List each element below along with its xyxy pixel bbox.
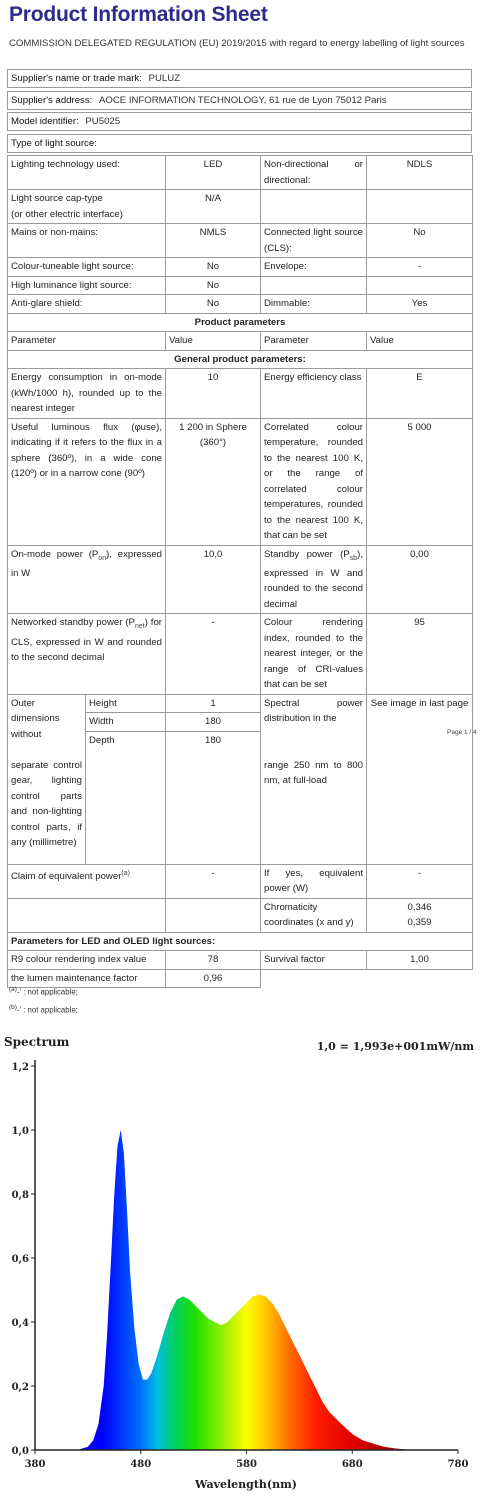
- dim-value: Yes: [367, 295, 473, 314]
- y-tick-label: 0,0: [11, 1446, 29, 1457]
- cap-label: [8, 190, 166, 224]
- pon-label-b: ), expressed in W: [11, 548, 163, 579]
- lum-value: No: [166, 276, 261, 295]
- lumen-label: the lumen maintenance factor: [8, 969, 166, 988]
- dim-label: Dimmable:: [261, 295, 367, 314]
- width-value: 180: [166, 713, 261, 732]
- table-row: [8, 350, 473, 369]
- table-row: [8, 932, 473, 951]
- spectrum-area: [35, 1130, 426, 1450]
- psb-label-b: ), expressed in W and rounded to the second decimal: [264, 548, 363, 610]
- spd-label: [261, 694, 367, 864]
- table-row: [8, 224, 473, 258]
- empty-cell: [261, 276, 367, 295]
- supplier-name-label: Supplier's name or trade mark:: [11, 73, 142, 84]
- table-row: [8, 545, 473, 614]
- depth-value: 180: [166, 731, 261, 864]
- claim-label: [8, 864, 166, 898]
- model-label: Model identifier:: [11, 116, 79, 127]
- r9-label: R9 colour rendering index value: [8, 951, 166, 970]
- product-params-header: Product parameters: [8, 313, 473, 332]
- pnet-label-a: Networked standby power (P: [11, 617, 135, 629]
- col-value: Value: [367, 332, 473, 351]
- ifyes-label: If yes, equivalent power (W): [261, 864, 367, 898]
- type-header-row: [7, 134, 472, 153]
- table-row: [8, 156, 473, 190]
- spd-label-b: range 250 nm to 800 nm, at full-load: [264, 759, 363, 787]
- env-value: -: [367, 258, 473, 277]
- x-axis-label: Wavelength(nm): [195, 1478, 297, 1491]
- supplier-address-value: AOCE INFORMATION TECHNOLOGY, 61 rue de Lyon 75012 Paris: [98, 95, 387, 106]
- footnote-text: -' : not applicable;: [16, 987, 78, 997]
- pnet-sub: net: [134, 623, 145, 631]
- supplier-name-value: PULUZ: [148, 73, 180, 84]
- chart-title: Spectrum: [4, 1035, 70, 1049]
- lumen-value: 0,96: [166, 969, 261, 988]
- y-tick-label: 0,2: [11, 1382, 29, 1393]
- survival-value: 1,00: [367, 951, 473, 970]
- x-tick-label: 680: [341, 1459, 363, 1470]
- env-label: Envelope:: [261, 258, 367, 277]
- cri-value: 95: [367, 614, 473, 695]
- pon-sub: on: [98, 554, 107, 562]
- table-row: [8, 898, 473, 932]
- eclass-label: Energy efficiency class: [261, 369, 367, 419]
- table-row: [8, 418, 473, 545]
- glare-label: Anti-glare shield:: [8, 295, 166, 314]
- table-row: [8, 369, 473, 419]
- pnet-label: [8, 614, 166, 695]
- pon-label-a: On-mode power (P: [11, 548, 99, 560]
- height-value: 1: [166, 694, 261, 713]
- type-header: Type of light source:: [11, 138, 97, 149]
- chart-scale-note: 1,0 = 1,993e+001mW/nm: [316, 1040, 474, 1053]
- footnote-a: [9, 982, 78, 1000]
- model-value: PU5025: [85, 116, 121, 127]
- y-tick-label: 0,4: [11, 1318, 29, 1329]
- cri-label: Colour rendering index, rounded to the nearest integer, or the range of CRI-values that can be set: [261, 614, 367, 695]
- y-tick-label: 1,0: [11, 1126, 29, 1137]
- table-row: [8, 276, 473, 295]
- cap-value: N/A: [166, 190, 261, 224]
- eclass-value: E: [367, 369, 473, 419]
- table-row: [8, 332, 473, 351]
- dir-label: Non-directional or directional:: [261, 156, 367, 190]
- y-tick-label: 0,6: [11, 1254, 29, 1265]
- table-row: [8, 258, 473, 277]
- cct-value: 5 000: [367, 418, 473, 545]
- table-row: [8, 313, 473, 332]
- tech-value: LED: [166, 156, 261, 190]
- col-parameter: Parameter: [261, 332, 367, 351]
- dims-label-a: Outer dimensions without: [11, 697, 60, 740]
- spd-value: See image in last page: [367, 694, 473, 864]
- supplier-name-row: [7, 69, 472, 88]
- table-row: [8, 864, 473, 898]
- empty-cell: [166, 898, 261, 932]
- psb-sub: sb: [349, 554, 358, 562]
- table-row: [8, 951, 473, 970]
- x-tick-label: 380: [24, 1459, 46, 1470]
- dir-value: NDLS: [367, 156, 473, 190]
- regulation-subtitle: COMMISSION DELEGATED REGULATION (EU) 2019/2015 with regard to energy labelling of light sources: [9, 38, 465, 49]
- led-header: Parameters for LED and OLED light sources:: [8, 932, 473, 951]
- footnotes: [9, 982, 78, 1017]
- pnet-value: -: [166, 614, 261, 695]
- spd-label-a: Spectral power distribution in the: [264, 697, 363, 725]
- col-parameter: Parameter: [8, 332, 166, 351]
- width-label: Width: [86, 713, 166, 732]
- sheet-title: Product Information Sheet: [9, 3, 268, 26]
- mains-label: Mains or non-mains:: [8, 224, 166, 258]
- ifyes-value: -: [367, 864, 473, 898]
- lum-label: High luminance light source:: [8, 276, 166, 295]
- tune-value: No: [166, 258, 261, 277]
- footnote-mark: (a): [9, 986, 17, 993]
- claim-sup: (a): [121, 869, 130, 877]
- x-tick-label: 780: [447, 1459, 469, 1470]
- footnote-b: [9, 1000, 78, 1018]
- col-value: Value: [166, 332, 261, 351]
- parameters-table: [7, 155, 473, 988]
- flux-value: 1 200 in Sphere (360°): [166, 418, 261, 545]
- y-tick-label: 0,8: [11, 1190, 29, 1201]
- empty-cell: [367, 190, 473, 224]
- cap-label-line1: Light source cap-type: [11, 193, 103, 204]
- general-params-header: General product parameters:: [8, 350, 473, 369]
- height-label: Height: [86, 694, 166, 713]
- plot-area: [12, 1060, 469, 1470]
- empty-cell: [261, 969, 473, 988]
- supplier-address-row: [7, 91, 472, 110]
- empty-cell: [367, 276, 473, 295]
- chroma-label: Chromaticity coordinates (x and y): [261, 898, 367, 932]
- footnote-text: -' : not applicable;: [16, 1005, 78, 1015]
- survival-label: Survival factor: [261, 951, 367, 970]
- table-row: [8, 190, 473, 224]
- psb-label: [261, 545, 367, 614]
- tech-label: Lighting technology used:: [8, 156, 166, 190]
- empty-cell: [261, 190, 367, 224]
- energy-value: 10: [166, 369, 261, 419]
- chroma-value: [367, 898, 473, 932]
- page-number: Page 1 / 4: [447, 729, 477, 736]
- y-tick-label: 1,2: [11, 1062, 29, 1073]
- cct-label: Correlated colour temperature, rounded to the nearest 100 K, or the range of correlated colour temperatures, rounded to the nearest 100 K, that can be set: [261, 418, 367, 545]
- chroma-y: 0,359: [407, 917, 432, 929]
- flux-label: Useful luminous flux (φuse), indicating if it refers to the flux in a sphere (360º), in a wide cone (120º) or in a narrow cone (90º): [8, 418, 166, 545]
- dims-label: [8, 694, 86, 864]
- table-row: [8, 295, 473, 314]
- r9-value: 78: [166, 951, 261, 970]
- pnet-label-b: ) for CLS, expressed in W and rounded to the second decimal: [11, 617, 162, 664]
- depth-label: Depth: [86, 731, 166, 864]
- glare-value: No: [166, 295, 261, 314]
- cap-label-line2: (or other electric interface): [11, 208, 123, 220]
- claim-value: -: [166, 864, 261, 898]
- psb-label-a: Standby power (P: [264, 548, 350, 560]
- pon-label: [8, 545, 166, 614]
- pon-value: 10,0: [166, 545, 261, 614]
- energy-label: Energy consumption in on-mode (kWh/1000 h), rounded up to the nearest integer: [8, 369, 166, 419]
- x-tick-label: 580: [236, 1459, 257, 1470]
- mains-value: NMLS: [166, 224, 261, 258]
- tune-label: Colour-tuneable light source:: [8, 258, 166, 277]
- cls-value: No: [367, 224, 473, 258]
- table-row: [8, 694, 473, 713]
- claim-label-text: Claim of equivalent power: [11, 871, 122, 883]
- psb-value: 0,00: [367, 545, 473, 614]
- x-tick-label: 480: [130, 1459, 152, 1470]
- table-row: [8, 614, 473, 695]
- dims-label-b: separate control gear, lighting control parts and non-lighting control parts, if any (millimetre): [11, 759, 82, 849]
- empty-cell: [8, 898, 166, 932]
- spectrum-chart: [0, 1030, 481, 1500]
- cls-label: Connected light source (CLS):: [261, 224, 367, 258]
- chroma-x: 0,346: [407, 901, 432, 913]
- model-row: [7, 112, 472, 131]
- footnote-mark: (b): [9, 1003, 17, 1011]
- supplier-address-label: Supplier's address:: [11, 95, 93, 106]
